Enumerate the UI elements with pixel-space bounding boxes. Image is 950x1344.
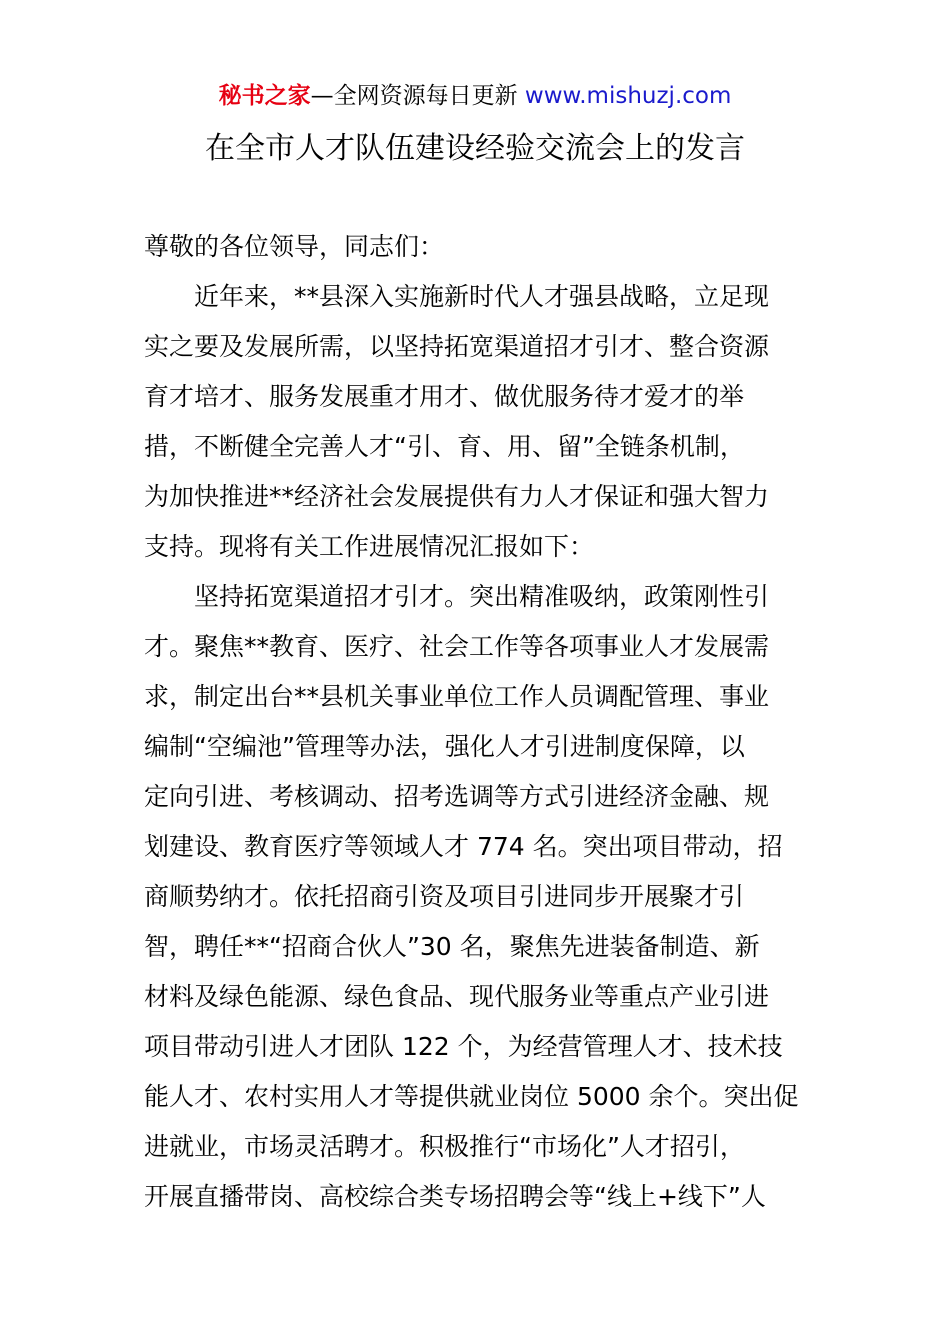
body-line: 近年来，**县深入实施新时代人才强县战略，立足现 [194,282,770,311]
body-line: 定向引进、考核调动、招考选调等方式引进经济金融、规 [144,782,770,811]
body-line: 进就业，市场灵活聘才。积极推行“市场化”人才招引， [144,1132,745,1161]
body-line: 坚持拓宽渠道招才引才。突出精准吸纳，政策刚性引 [194,582,770,611]
body-line: 编制“空编池”管理等办法，强化人才引进制度保障，以 [144,732,745,761]
body-line: 才。聚焦**教育、医疗、社会工作等各项事业人才发展需 [144,632,770,661]
body-line: 项目带动引进人才团队 122 个，为经营管理人才、技术技 [144,1032,783,1061]
document-title: 在全市人才队伍建设经验交流会上的发言 [205,131,745,166]
body-line: 实之要及发展所需，以坚持拓宽渠道招才引才、整合资源 [144,332,770,361]
body-line: 划建设、教育医疗等领域人才 774 名。突出项目带动，招 [144,832,783,861]
body-line: 开展直播带岗、高校综合类专场招聘会等“线上+线下”人 [144,1182,766,1211]
body-line: 求，制定出台**县机关事业单位工作人员调配管理、事业 [144,682,770,711]
site-url-link[interactable]: www.mishuzj.com [524,83,732,109]
site-brand: 秘书之家 [218,83,311,109]
site-tagline: —全网资源每日更新 [310,83,525,109]
body-line: 为加快推进**经济社会发展提供有力人才保证和强大智力 [144,482,770,511]
body-line: 商顺势纳才。依托招商引资及项目引进同步开展聚才引 [144,882,745,911]
body-line: 材料及绿色能源、绿色食品、现代服务业等重点产业引进 [144,982,770,1011]
body-line: 育才培才、服务发展重才用才、做优服务待才爱才的举 [144,382,745,411]
document-body [144,222,808,1222]
salutation-line: 尊敬的各位领导，同志们： [144,232,445,261]
body-line: 能人才、农村实用人才等提供就业岗位 5000 余个。突出促 [144,1082,799,1111]
body-line: 智，聘任**“招商合伙人”30 名，聚焦先进装备制造、新 [144,932,760,961]
body-line: 支持。现将有关工作进展情况汇报如下： [144,532,595,561]
site-header [0,80,950,112]
body-line: 措，不断健全完善人才“引、育、用、留”全链条机制， [144,432,745,461]
